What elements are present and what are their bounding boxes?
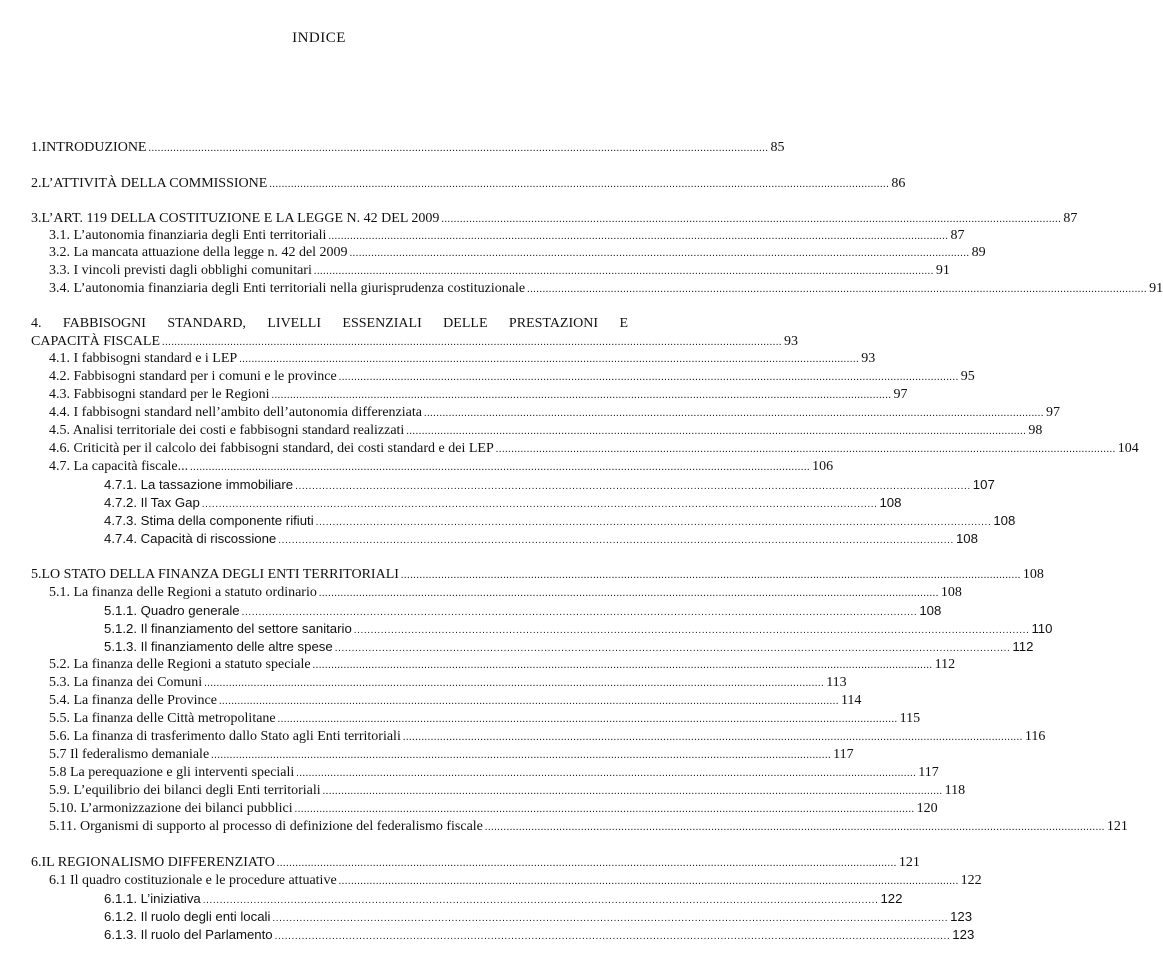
page-number: 108: [1022, 567, 1044, 582]
leader-dots: ........................................................................................................................................................................................................: [241, 607, 918, 618]
page-number: 113: [826, 675, 847, 690]
entry-number: 2.: [31, 176, 42, 191]
leader-dots: ........................................................................................................................................................................................................: [400, 570, 1021, 581]
page-number: 108: [940, 585, 962, 600]
leader-dots: ........................................................................................................................................................................................................: [406, 426, 1027, 437]
leader-dots: ........................................................................................................................................................................................................: [269, 179, 890, 190]
toc-entry-5-7[interactable]: [49, 747, 854, 763]
entry-title-line2: CAPACITÀ FISCALE: [31, 334, 161, 349]
leader-dots: ........................................................................................................................................................................................................: [349, 248, 970, 259]
toc-entry-5-9[interactable]: [49, 783, 966, 799]
toc-entry-3-3[interactable]: [49, 263, 950, 279]
entry-title: 5.9. L’equilibrio dei bilanci degli Enti territoriali: [49, 783, 321, 798]
entry-title: 4.6. Criticità per il calcolo dei fabbisogni standard, dei costi standard e dei LEP: [49, 441, 494, 456]
page-number: 110: [1031, 621, 1053, 636]
page-number: 122: [960, 873, 982, 888]
toc-entry-5[interactable]: [31, 567, 1044, 583]
toc-entry-4-7-3[interactable]: [104, 513, 1016, 529]
toc-entry-5-3[interactable]: [49, 675, 847, 691]
page-number: 117: [833, 747, 854, 762]
toc-entry-2[interactable]: [31, 176, 906, 192]
toc-entry-6-1-2[interactable]: [104, 909, 973, 925]
entry-title: LO STATO DELLA FINANZA DEGLI ENTI TERRITORIALI: [41, 567, 399, 582]
entry-title: 4.4. I fabbisogni standard nell’ambito dell’autonomia differenziata: [49, 405, 422, 420]
entry-title: 5.1.2. Il finanziamento del settore sanitario: [104, 621, 352, 636]
page-number: 86: [891, 176, 906, 191]
entry-title: 5.1.1. Quadro generale: [104, 603, 240, 618]
page-number: 95: [960, 369, 975, 384]
leader-dots: ........................................................................................................................................................................................................: [313, 266, 934, 277]
toc-entry-4-5[interactable]: [49, 423, 1043, 439]
leader-dots: ........................................................................................................................................................................................................: [328, 231, 949, 242]
entry-title: L’ATTIVITÀ DELLA COMMISSIONE: [41, 176, 268, 191]
page-number: 89: [971, 245, 986, 260]
entry-title: 4.7.4. Capacità di riscossione: [104, 531, 277, 546]
toc-entry-6-1-3[interactable]: [104, 927, 975, 943]
page-number: 114: [840, 693, 862, 708]
toc-entry-4-3[interactable]: [49, 387, 908, 403]
toc-entry-5-10[interactable]: [49, 801, 938, 817]
leader-dots: ........................................................................................................................................................................................................: [527, 284, 1148, 295]
leader-dots: ........................................................................................................................................................................................................: [276, 858, 897, 869]
entry-title: 5.8 La perequazione e gli interventi speciali: [49, 765, 295, 780]
leader-dots: ........................................................................................................................................................................................................: [272, 913, 949, 924]
toc-entry-6[interactable]: [31, 855, 920, 871]
leader-dots: ........................................................................................................................................................................................................: [484, 822, 1105, 833]
toc-entry-4-7-1[interactable]: [104, 477, 995, 493]
toc-entry-4-4[interactable]: [49, 405, 1060, 421]
entry-title: 5.4. La finanza delle Province: [49, 693, 217, 708]
page-number: 108: [993, 513, 1016, 528]
leader-dots: ........................................................................................................................................................................................................: [148, 143, 769, 154]
toc-entry-4-2[interactable]: [49, 369, 975, 385]
entry-title: 5.1.3. Il finanziamento delle altre spese: [104, 639, 333, 654]
page-number: 104: [1117, 441, 1139, 456]
toc-entry-4-7[interactable]: [49, 459, 834, 475]
entry-title: 4.3. Fabbisogni standard per le Regioni: [49, 387, 270, 402]
page-number: 106: [812, 459, 834, 474]
toc-entry-5-2[interactable]: [49, 657, 956, 673]
entry-title: 5.5. La finanza delle Città metropolitane: [49, 711, 276, 726]
toc-entry-4[interactable]: [31, 316, 628, 332]
entry-title: 4.2. Fabbisogni standard per i comuni e le province: [49, 369, 337, 384]
leader-dots: ........................................................................................................................................................................................................: [190, 462, 811, 473]
leader-dots: ........................................................................................................................................................................................................: [204, 678, 825, 689]
toc-entry-5-1-1[interactable]: [104, 603, 942, 619]
entry-title: 5.10. L’armonizzazione dei bilanci pubblici: [49, 801, 293, 816]
page-number: 118: [944, 783, 966, 798]
page-number: 123: [952, 927, 975, 942]
page-number: 121: [898, 855, 920, 870]
entry-title: 5.11. Organismi di supporto al processo di definizione del federalismo fiscale: [49, 819, 483, 834]
entry-title: IL REGIONALISMO DIFFERENZIATO: [41, 855, 275, 870]
toc-entry-6-1[interactable]: [49, 873, 982, 889]
leader-dots: ........................................................................................................................................................................................................: [338, 876, 959, 887]
entry-title: 6.1 Il quadro costituzionale e le procedure attuative: [49, 873, 337, 888]
entry-number: 1.: [31, 140, 42, 155]
toc-entry-5-5[interactable]: [49, 711, 921, 727]
leader-dots: ........................................................................................................................................................................................................: [322, 786, 943, 797]
entry-title: 6.1.3. Il ruolo del Parlamento: [104, 927, 273, 942]
toc-entry-5-6[interactable]: [49, 729, 1046, 745]
leader-dots: ........................................................................................................................................................................................................: [441, 214, 1062, 225]
entry-title: 4.7. La capacità fiscale...: [49, 459, 189, 474]
leader-dots: ........................................................................................................................................................................................................: [277, 714, 898, 725]
toc-entry-3[interactable]: [31, 211, 1078, 227]
leader-dots: ........................................................................................................................................................................................................: [318, 588, 939, 599]
toc-entry-1[interactable]: [31, 140, 785, 156]
entry-title: INTRODUZIONE: [41, 140, 147, 155]
entry-number: 5.: [31, 567, 42, 582]
leader-dots: ........................................................................................................................................................................................................: [201, 499, 878, 510]
page-number: 115: [899, 711, 921, 726]
leader-dots: ........................................................................................................................................................................................................: [315, 517, 992, 528]
entry-title: 6.1.1. L’iniziativa: [104, 891, 201, 906]
leader-dots: ........................................................................................................................................................................................................: [211, 750, 832, 761]
page-number: 91: [1149, 281, 1163, 296]
entry-title: 3.4. L’autonomia finanziaria degli Enti territoriali nella giurisprudenza costituzionale: [49, 281, 526, 296]
entry-title: 4.1. I fabbisogni standard e i LEP: [49, 351, 238, 366]
toc-entry-5-1[interactable]: [49, 585, 962, 601]
page-number: 87: [950, 228, 965, 243]
entry-title: 5.1. La finanza delle Regioni a statuto ordinario: [49, 585, 317, 600]
page-number: 87: [1063, 211, 1078, 226]
entry-title: 3.1. L’autonomia finanziaria degli Enti territoriali: [49, 228, 327, 243]
leader-dots: ........................................................................................................................................................................................................: [278, 535, 954, 546]
leader-dots: ........................................................................................................................................................................................................: [402, 732, 1023, 743]
entry-title: 4.7.1. La tassazione immobiliare: [104, 477, 294, 492]
leader-dots: ........................................................................................................................................................................................................: [202, 895, 879, 906]
leader-dots: ........................................................................................................................................................................................................: [274, 931, 951, 942]
leader-dots: ........................................................................................................................................................................................................: [296, 768, 917, 779]
leader-dots: ........................................................................................................................................................................................................: [271, 390, 892, 401]
entry-number: 6.: [31, 855, 42, 870]
entry-title: 6.1.2. Il ruolo degli enti locali: [104, 909, 271, 924]
entry-title-line1: 4. FABBISOGNI STANDARD, LIVELLI ESSENZIALI DELLE PRESTAZIONI E: [31, 316, 628, 331]
entry-title: 3.3. I vincoli previsti dagli obblighi comunitari: [49, 263, 312, 278]
toc-entry-5-8[interactable]: [49, 765, 939, 781]
page-number: 108: [919, 603, 942, 618]
page-number: 97: [893, 387, 908, 402]
toc-entry-4-6[interactable]: [49, 441, 1139, 457]
page-number: 120: [916, 801, 938, 816]
page-number: 121: [1106, 819, 1128, 834]
toc-entry-5-1-3[interactable]: [104, 639, 1034, 655]
page-number: 98: [1028, 423, 1043, 438]
page-number: 108: [879, 495, 902, 510]
toc-entry-4-7-2[interactable]: [104, 495, 902, 511]
entry-number: 3.: [31, 211, 42, 226]
page-number: 93: [861, 351, 876, 366]
page-number: 107: [972, 477, 995, 492]
page-number: 93: [784, 334, 799, 349]
toc-entry-3-1[interactable]: [49, 228, 965, 244]
leader-dots: ........................................................................................................................................................................................................: [294, 804, 915, 815]
leader-dots: ........................................................................................................................................................................................................: [423, 408, 1044, 419]
page-number: 91: [935, 263, 950, 278]
leader-dots: ........................................................................................................................................................................................................: [312, 660, 933, 671]
entry-title: 5.6. La finanza di trasferimento dallo Stato agli Enti territoriali: [49, 729, 401, 744]
toc-entry-5-1-2[interactable]: [104, 621, 1053, 637]
toc-entry-4-7-4[interactable]: [104, 531, 978, 547]
leader-dots: ........................................................................................................................................................................................................: [334, 643, 1011, 654]
leader-dots: ........................................................................................................................................................................................................: [295, 481, 971, 492]
page-title: INDICE: [292, 30, 346, 46]
page-number: 112: [1012, 639, 1034, 654]
leader-dots: ........................................................................................................................................................................................................: [495, 444, 1116, 455]
page-number: 117: [918, 765, 939, 780]
leader-dots: ........................................................................................................................................................................................................: [239, 354, 860, 365]
page-number: 122: [880, 891, 903, 906]
toc-entry-3-2[interactable]: [49, 245, 986, 261]
toc-entry-6-1-1[interactable]: [104, 891, 903, 907]
entry-title: 5.2. La finanza delle Regioni a statuto speciale: [49, 657, 311, 672]
entry-title: L’ART. 119 DELLA COSTITUZIONE E LA LEGGE N. 42 DEL 2009: [41, 211, 440, 226]
entry-title: 3.2. La mancata attuazione della legge n. 42 del 2009: [49, 245, 348, 260]
page-number: 116: [1024, 729, 1046, 744]
page-number: 112: [934, 657, 956, 672]
leader-dots: ........................................................................................................................................................................................................: [353, 625, 1030, 636]
entry-title: 5.7 Il federalismo demaniale: [49, 747, 210, 762]
page-number: 85: [770, 140, 785, 155]
toc-entry-4-1[interactable]: [49, 351, 876, 367]
page-number: 97: [1045, 405, 1060, 420]
page-number: 123: [950, 909, 973, 924]
toc-entry-5-4[interactable]: [49, 693, 862, 709]
leader-dots: ........................................................................................................................................................................................................: [338, 372, 959, 383]
leader-dots: ........................................................................................................................................................................................................: [162, 337, 783, 348]
entry-title: 4.5. Analisi territoriale dei costi e fabbisogni standard realizzati: [49, 423, 405, 438]
entry-title: 4.7.3. Stima della componente rifiuti: [104, 513, 314, 528]
toc-entry-4-line2[interactable]: [31, 334, 799, 350]
page-number: 108: [955, 531, 978, 546]
leader-dots: ........................................................................................................................................................................................................: [218, 696, 839, 707]
toc-entry-5-11[interactable]: [49, 819, 1128, 835]
entry-title: 5.3. La finanza dei Comuni: [49, 675, 203, 690]
toc-entry-3-4[interactable]: [49, 281, 1163, 297]
entry-title: 4.7.2. Il Tax Gap: [104, 495, 200, 510]
